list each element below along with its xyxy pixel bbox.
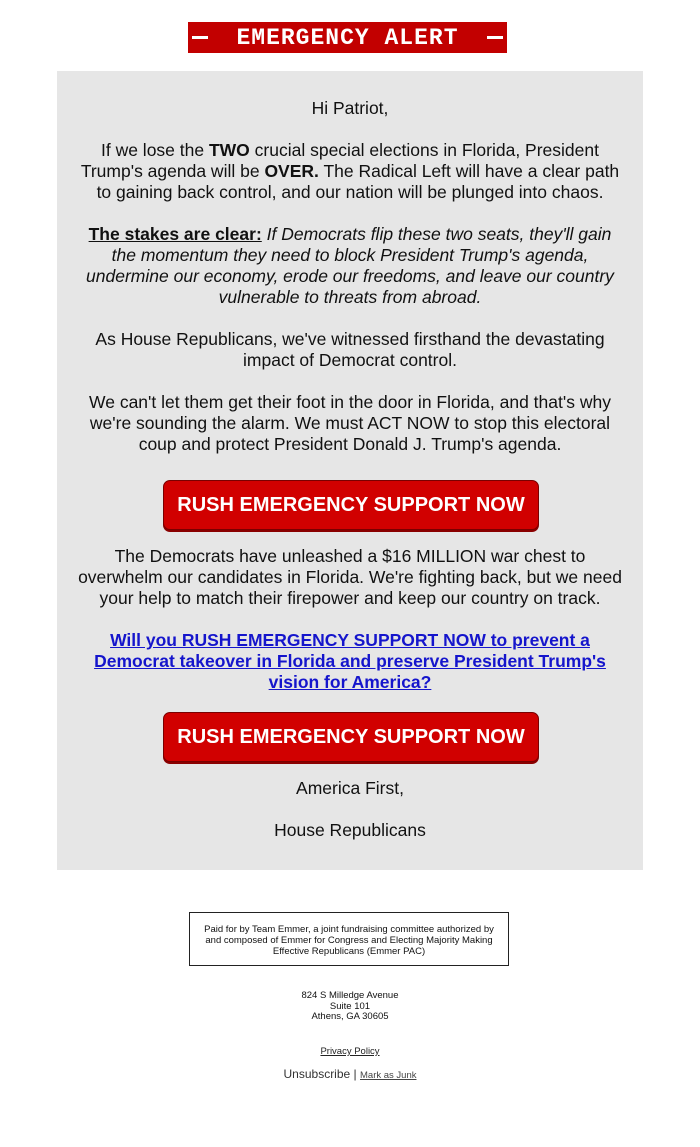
signature: House Republicans <box>274 820 426 840</box>
rush-support-button-2[interactable]: RUSH EMERGENCY SUPPORT NOW <box>163 712 539 762</box>
paid-for-disclaimer: Paid for by Team Emmer, a joint fundraising committee authorized by and composed of Emmer for Congress and Electing Majority Making Effective Republicans (Emmer PAC) <box>189 912 509 966</box>
paragraph-stakes-clear <box>75 224 625 308</box>
paragraph-war-chest: The Democrats have unleashed a $16 MILLION war chest to overwhelm our candidates in Florida. We're fighting back, but we need your help to match their firepower and keep our country on track. <box>78 546 622 608</box>
para1-text-1: If we lose the <box>100 140 209 160</box>
greeting: Hi Patriot, <box>311 98 389 118</box>
address-line-2: Suite 101 <box>329 1000 371 1012</box>
email-body-panel <box>57 71 643 870</box>
privacy-policy-row <box>250 1046 450 1057</box>
unsubscribe-row <box>200 1067 500 1081</box>
stakes-clear-heading: The stakes are clear: <box>88 224 262 244</box>
signoff: America First, <box>296 778 404 798</box>
unsubscribe-link[interactable]: Unsubscribe <box>283 1067 351 1081</box>
mailing-address <box>200 991 500 1023</box>
footer-separator: | <box>350 1067 360 1081</box>
emergency-alert-banner <box>188 22 507 53</box>
banner-title: EMERGENCY ALERT <box>236 24 459 51</box>
paragraph-act-now: We can't let them get their foot in the door in Florida, and that's why we're sounding the alarm. We must ACT NOW to stop this electoral coup and protect President Donald J. Trump's agenda. <box>89 392 611 454</box>
rush-support-button-1[interactable]: RUSH EMERGENCY SUPPORT NOW <box>163 480 539 530</box>
emergency-support-link[interactable]: Will you RUSH EMERGENCY SUPPORT NOW to prevent a Democrat takeover in Florida and preserve President Trump's vision for America? <box>94 630 606 692</box>
stakes-clear-italic: If Democrats flip these two seats, they'll gain the momentum they need to block President Trump's agenda, undermine our economy, erode our freedoms, and leave our country vulnerable to threats from abroad. <box>86 224 614 307</box>
paragraph-house-republicans: As House Republicans, we've witnessed firsthand the devastating impact of Democrat control. <box>95 329 605 370</box>
address-line-1: 824 S Milledge Avenue <box>301 990 399 1001</box>
para1-text-3: The Radical Left will have a clear path to gaining back control, and our nation will be plunged into chaos. <box>96 161 620 202</box>
paragraph-stakes-intro <box>75 140 625 203</box>
emergency-support-link-paragraph <box>75 630 625 693</box>
address-line-3: Athens, GA 30605 <box>311 1011 389 1022</box>
mark-as-junk-link[interactable]: Mark as Junk <box>360 1070 417 1081</box>
banner-dash-left <box>192 36 208 39</box>
banner-dash-right <box>487 36 503 39</box>
para1-bold-two: TWO <box>208 140 250 160</box>
para1-text-2: crucial special elections in Florida, President Trump's agenda will be <box>80 140 599 181</box>
para1-bold-over: OVER. <box>264 161 319 181</box>
privacy-policy-link[interactable]: Privacy Policy <box>320 1046 380 1057</box>
